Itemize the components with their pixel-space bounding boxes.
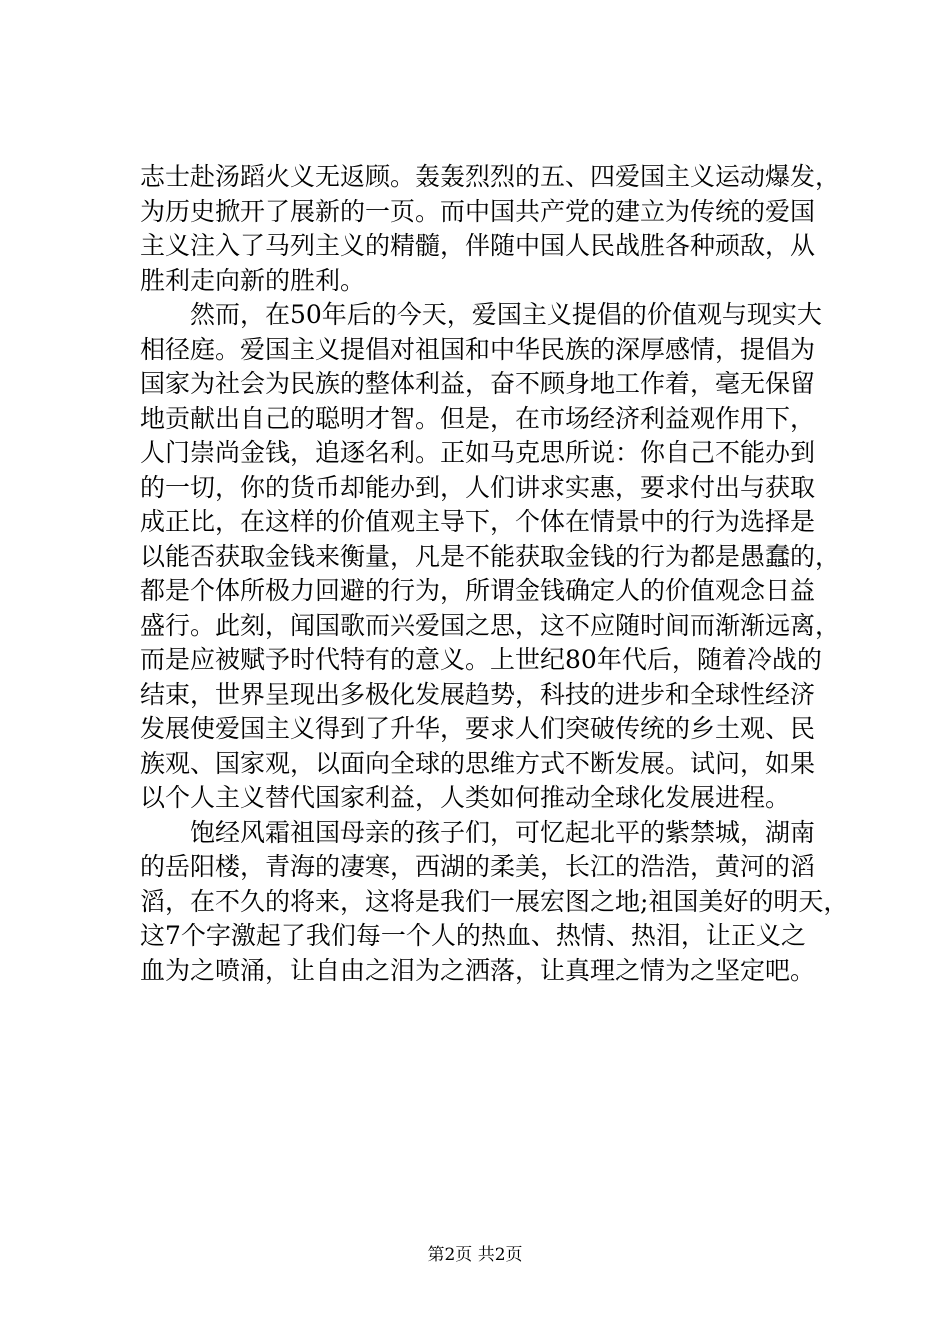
text-line: 人门崇尚金钱，追逐名利。正如马克思所说：你自己不能办到 [140,438,816,467]
text-line: 血为之喷涌，让自由之泪为之洒落，让真理之情为之坚定吧。 [140,955,816,985]
text-line: 的一切，你的货币却能办到，人们讲求实惠，要求付出与获取 [140,472,816,502]
text-line: 以能否获取金钱来衡量，凡是不能获取金钱的行为都是愚蠢的， [140,541,841,571]
text-line: 地贡献出自己的聪明才智。但是，在市场经济利益观作用下， [140,403,816,433]
text-line: 滔，在不久的将来，这将是我们一展宏图之地;祖国美好的明天， [140,886,849,916]
text-line: 为历史掀开了展新的一页。而中国共产党的建立为传统的爱国 [140,196,816,226]
text-line: 以个人主义替代国家利益，人类如何推动全球化发展进程。 [140,783,791,812]
text-line: 族观、国家观，以面向全球的思维方式不断发展。试问，如果 [140,748,816,778]
text-line: 的岳阳楼，青海的凄寒，西湖的柔美，长江的浩浩，黄河的滔 [140,852,816,881]
text-line: 发展使爱国主义得到了升华，要求人们突破传统的乡土观、民 [140,714,816,743]
text-line: 主义注入了马列主义的精髓，伴随中国人民战胜各种顽敌，从 [140,231,816,260]
text-line: 相径庭。爱国主义提倡对祖国和中华民族的深厚感情，提倡为 [140,334,816,364]
text-line: 胜利走向新的胜利。 [140,265,366,295]
paragraph-start-line: 饱经风霜祖国母亲的孩子们，可忆起北平的紫禁城，湖南 [190,817,816,847]
text-line: 盛行。此刻，闻国歌而兴爱国之思，这不应随时间而渐渐远离， [140,610,841,640]
text-line: 志士赴汤蹈火义无返顾。轰轰烈烈的五、四爱国主义运动爆发， [140,162,841,191]
text-line: 成正比，在这样的价值观主导下，个体在情景中的行为选择是 [140,507,816,536]
body-text [140,160,849,988]
text-line: 而是应被赋予时代特有的意义。上世纪80年代后，随着冷战的 [140,645,822,674]
text-line: 结束，世界呈现出多极化发展趋势，科技的进步和全球性经济 [140,679,816,709]
paragraph-start-line: 然而，在50年后的今天，爱国主义提倡的价值观与现实大 [190,300,822,329]
text-line: 国家为社会为民族的整体利益，奋不顾身地工作着，毫无保留 [140,369,816,398]
page-number-label: 第2页 共2页 [427,1245,523,1265]
text-line: 都是个体所极力回避的行为，所谓金钱确定人的价值观念日益 [140,576,816,605]
page-footer [0,1243,950,1267]
text-line: 这7个字激起了我们每一个人的热血、热情、热泪，让正义之 [140,921,806,950]
